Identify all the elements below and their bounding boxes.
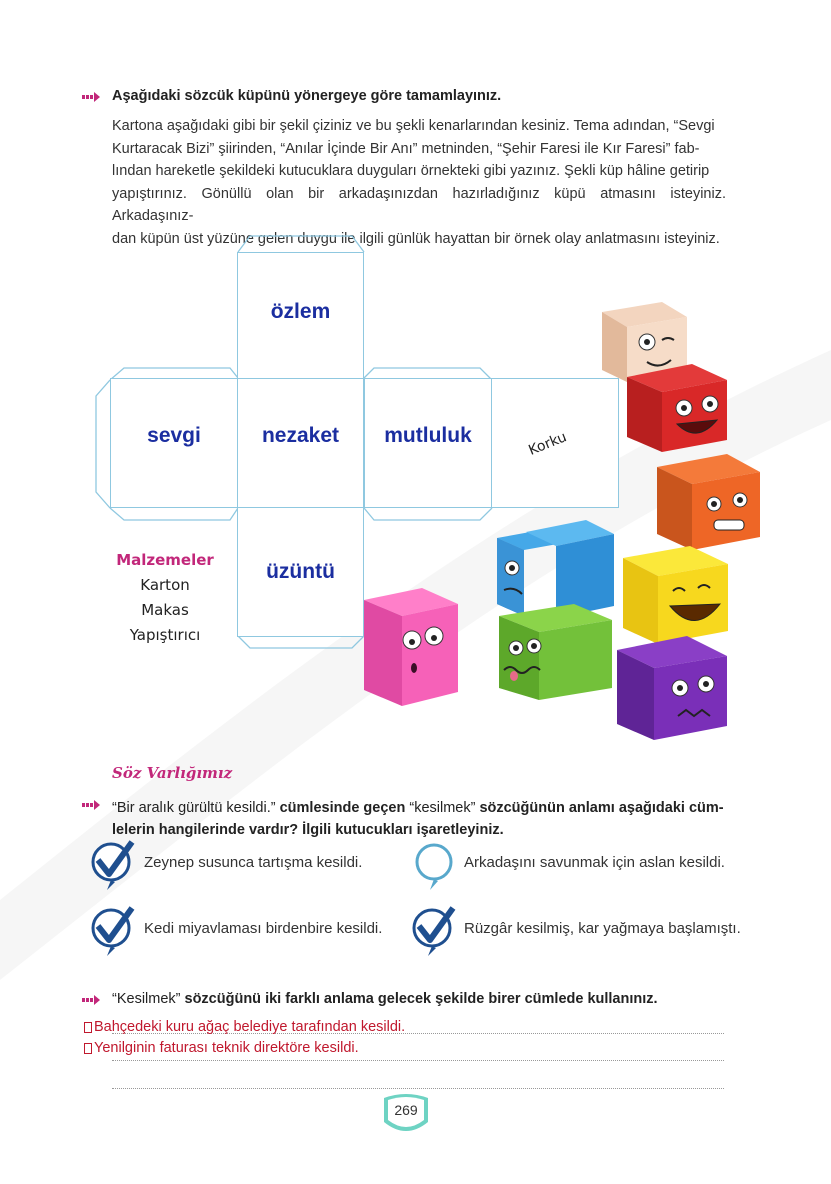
quote-word: “kesilmek”	[409, 800, 476, 816]
net-word-left: sevgi	[147, 424, 201, 447]
option-2-checkbox-empty-icon[interactable]	[413, 842, 457, 892]
red-cube-face-icon	[622, 352, 732, 452]
paragraph-line: yapıştırınız. Gönüllü olan bir arkadaşınızdan hazırladığınız küpü atmasını isteyiniz. Arkadaşınız-	[112, 185, 726, 224]
materials-item: Yapıştırıcı	[129, 626, 201, 644]
net-word-right: mutluluk	[384, 424, 472, 447]
page-number: 269	[394, 1102, 418, 1118]
answer-line	[112, 1088, 724, 1089]
paragraph-line: dan küpün üst yüzüne gelen duygu ile ilgili günlük hayattan bir örnek olay anlatmasını isteyiniz.	[112, 230, 720, 247]
task1-heading: Aşağıdaki sözcük küpünü yönergeye göre tamamlayınız.	[112, 88, 502, 104]
paragraph-line: lından hareketle şekildeki kutucuklara duyguları örnekteki gibi yazınız. Şekli küp hâline getirip	[112, 163, 710, 179]
vocab-question-line2: lelerin hangilerinde vardır? İlgili kutucukları işaretleyiniz.	[112, 822, 504, 838]
purple-cube-face-icon	[612, 626, 730, 742]
question-text: sözcüğünün anlamı aşağıdaki cüm-	[475, 800, 724, 816]
task3-heading	[112, 991, 658, 1007]
answer-sentence[interactable]: Bahçedeki kuru ağaç belediye tarafından kesildi.	[94, 1019, 406, 1035]
quote-sentence: “Bir aralık gürültü kesildi.”	[112, 800, 276, 816]
paragraph-line: Kartona aşağıdaki gibi bir şekil çiziniz ve bu şekli kenarlarından kesiniz. Tema adından, “Sevgi	[112, 118, 715, 134]
bullet-box-icon	[84, 1022, 92, 1033]
arrow-bullet-icon	[82, 92, 100, 102]
green-cube-face-icon	[494, 598, 616, 702]
option-4-label: Rüzgâr kesilmiş, kar yağmaya başlamıştı.	[464, 920, 741, 937]
option-1-checkbox-checked-icon[interactable]	[90, 840, 136, 892]
option-1-label: Zeynep susunca tartışma kesildi.	[144, 854, 363, 871]
net-word-far-right: Korku	[526, 429, 569, 459]
option-4-checkbox-checked-icon[interactable]	[411, 906, 457, 958]
task3-instruction: sözcüğünü iki farklı anlama gelecek şekilde birer cümlede kullanınız.	[180, 991, 658, 1007]
section-title: Söz Varlığımız	[112, 764, 233, 782]
arrow-bullet-icon	[82, 995, 100, 1005]
option-3-checkbox-checked-icon[interactable]	[90, 906, 136, 958]
answer-sentence[interactable]: Yenilginin faturası teknik direktöre kesildi.	[94, 1040, 359, 1056]
pink-cube-face-icon	[362, 584, 462, 708]
option-2-label: Arkadaşını savunmak için aslan kesildi.	[464, 854, 725, 871]
answer-line	[112, 1060, 724, 1061]
option-3-label: Kedi miyavlaması birdenbire kesildi.	[144, 920, 383, 937]
question-text: cümlesinde geçen	[275, 800, 410, 816]
arrow-bullet-icon	[82, 800, 100, 810]
bullet-box-icon	[84, 1043, 92, 1054]
vocab-question-line1	[112, 797, 732, 819]
paragraph-line: Kurtaracak Bizi” şiirinden, “Anılar İçinde Bir Anı” metninden, “Şehir Faresi ile Kır Faresi” fab-	[112, 140, 700, 157]
vocab-question	[112, 797, 732, 841]
net-word-center: nezaket	[261, 424, 340, 447]
materials-item: Makas	[141, 601, 189, 619]
materials-title: Malzemeler	[116, 551, 214, 569]
quote-word: “Kesilmek”	[112, 991, 181, 1007]
materials-item: Karton	[140, 576, 190, 594]
net-word-top: özlem	[270, 300, 331, 323]
net-word-bottom: üzüntü	[266, 560, 335, 583]
